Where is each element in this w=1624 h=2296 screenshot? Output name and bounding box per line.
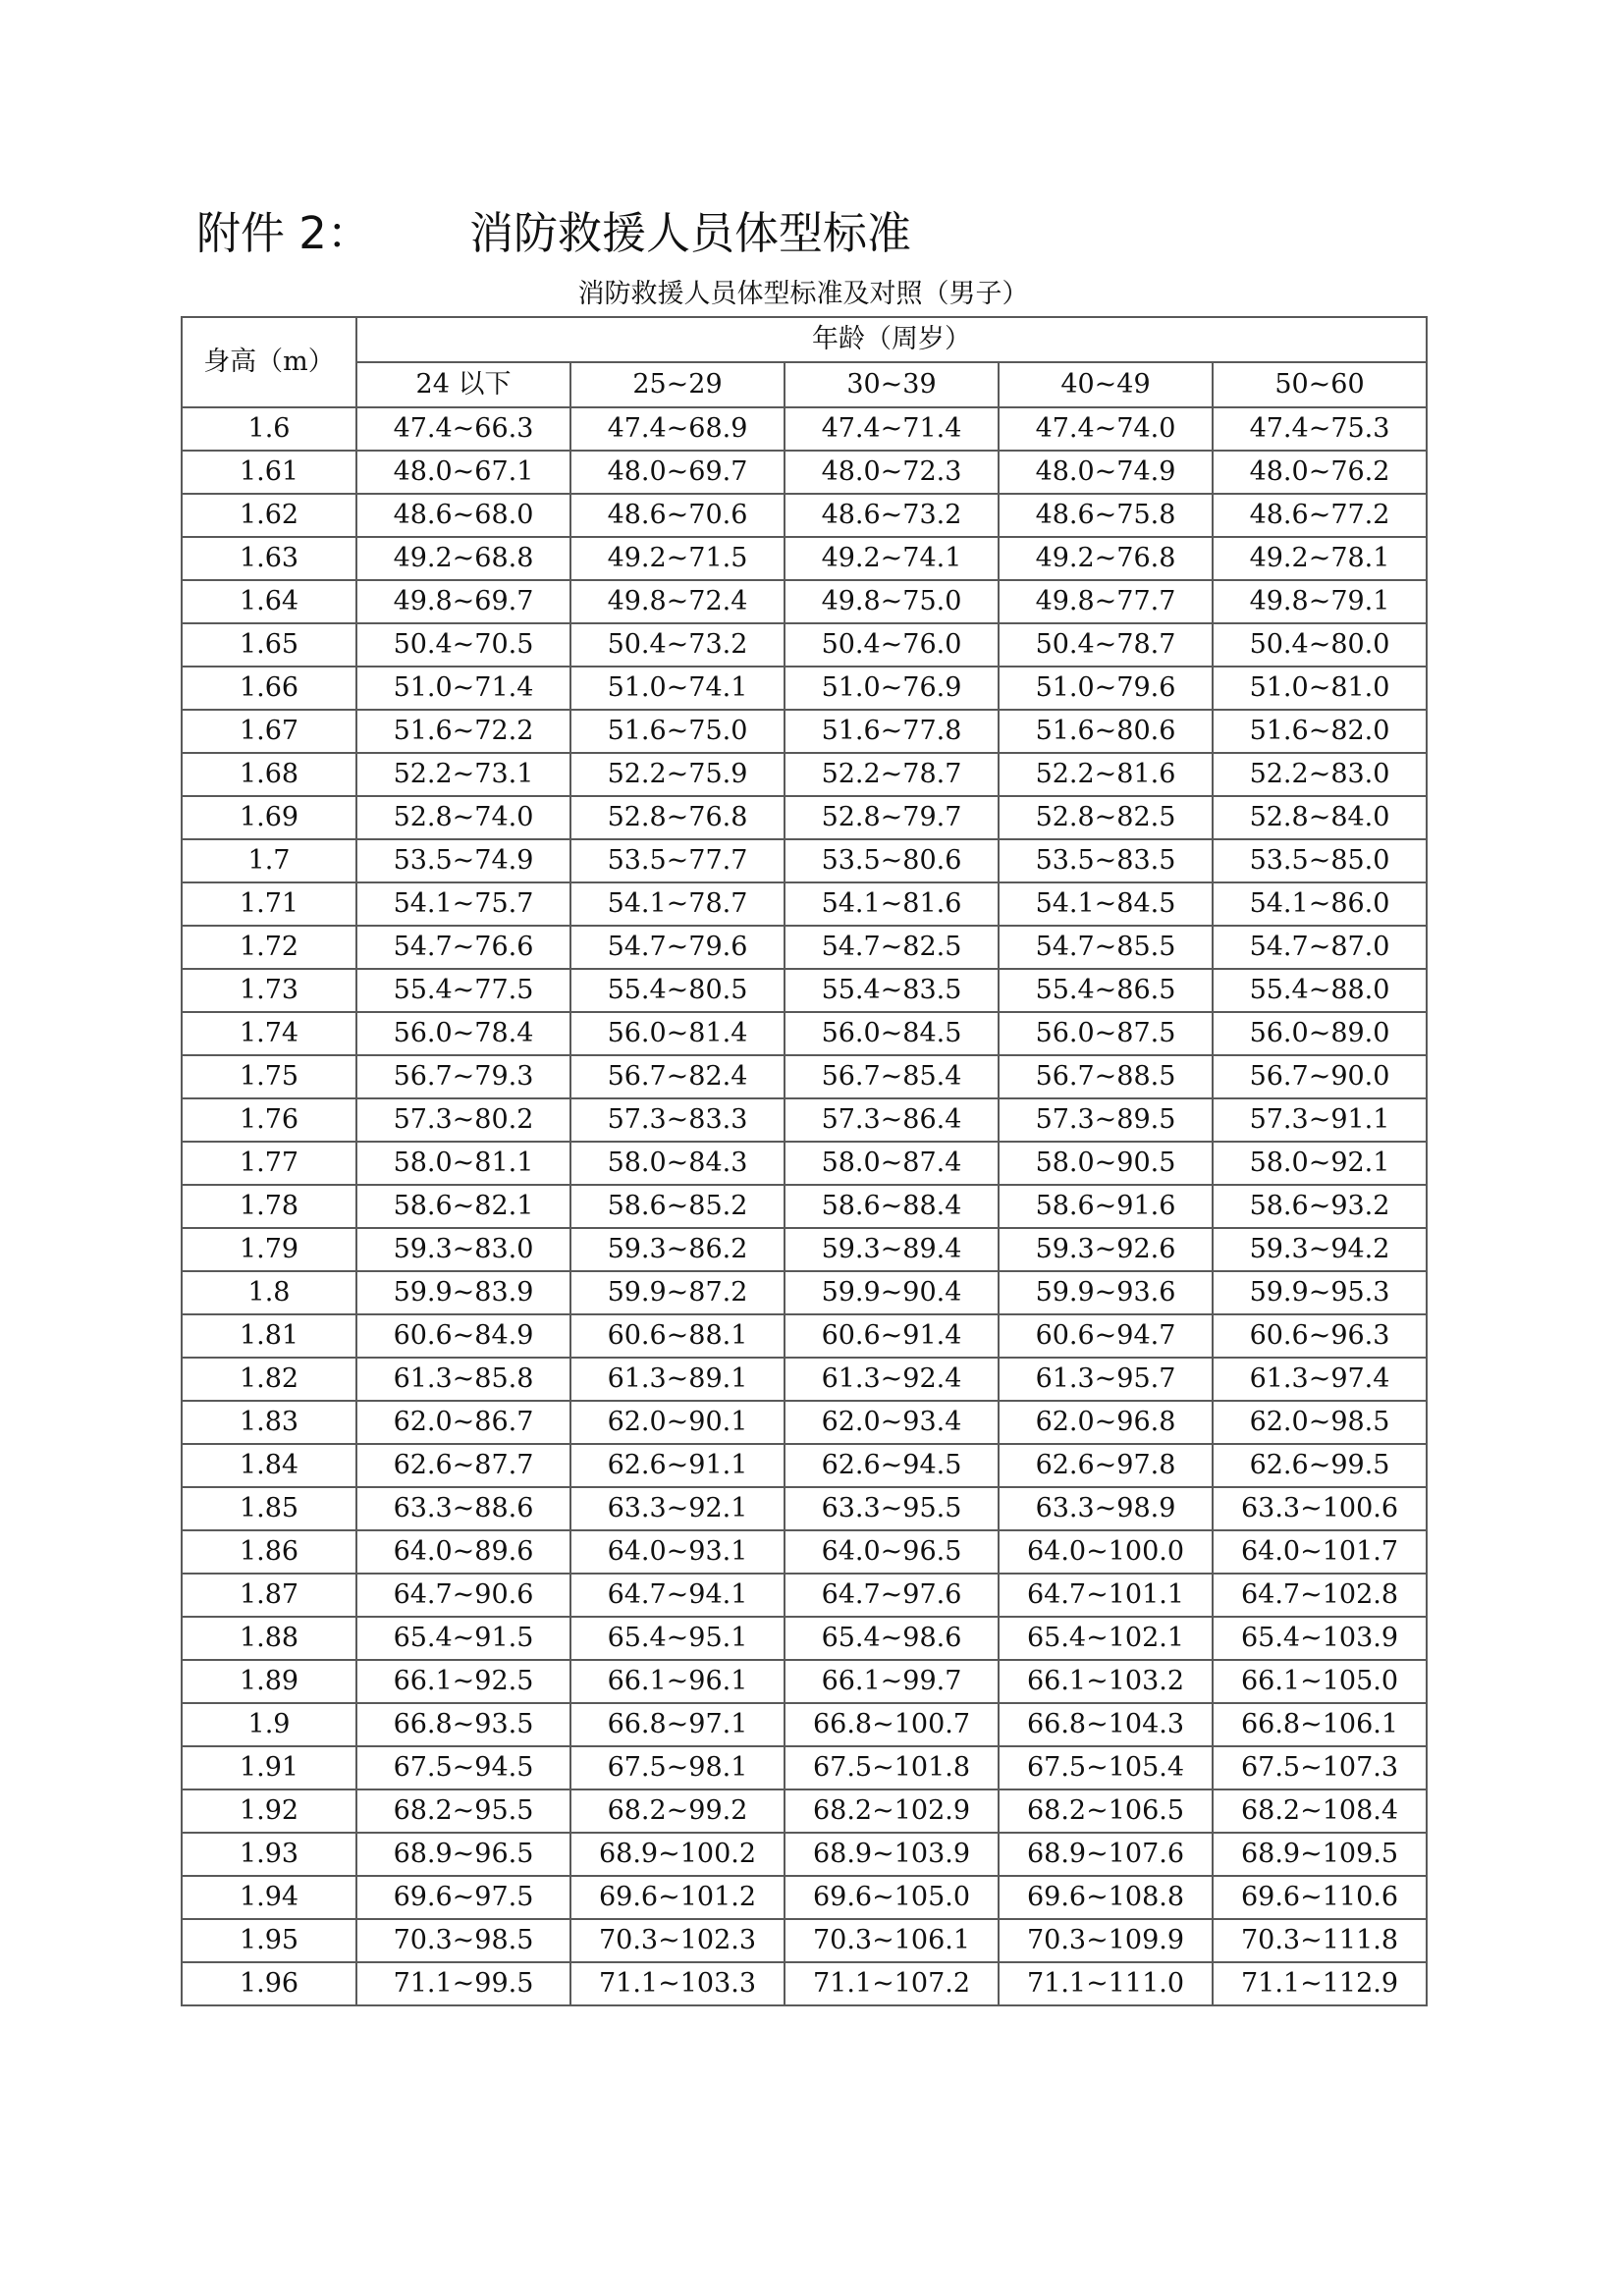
weight-range-cell: 49.2~74.1 bbox=[785, 537, 999, 580]
height-cell: 1.76 bbox=[182, 1098, 356, 1142]
weight-range-cell: 58.6~91.6 bbox=[999, 1185, 1213, 1228]
weight-range-cell: 65.4~98.6 bbox=[785, 1617, 999, 1660]
weight-range-cell: 56.7~79.3 bbox=[356, 1055, 570, 1098]
weight-range-cell: 56.0~89.0 bbox=[1213, 1012, 1427, 1055]
age-column-header: 40~49 bbox=[999, 362, 1213, 407]
weight-range-cell: 68.2~108.4 bbox=[1213, 1789, 1427, 1833]
weight-range-cell: 48.6~73.2 bbox=[785, 494, 999, 537]
weight-range-cell: 52.8~79.7 bbox=[785, 796, 999, 839]
weight-range-cell: 64.0~96.5 bbox=[785, 1530, 999, 1574]
height-cell: 1.72 bbox=[182, 926, 356, 969]
weight-range-cell: 47.4~68.9 bbox=[570, 407, 785, 451]
weight-range-cell: 70.3~102.3 bbox=[570, 1919, 785, 1962]
weight-range-cell: 60.6~94.7 bbox=[999, 1314, 1213, 1358]
height-cell: 1.7 bbox=[182, 839, 356, 882]
table-caption: 消防救援人员体型标准及对照（男子） bbox=[577, 279, 1029, 309]
weight-range-cell: 54.7~82.5 bbox=[785, 926, 999, 969]
table-row bbox=[182, 1444, 1427, 1487]
weight-range-cell: 49.8~69.7 bbox=[356, 580, 570, 623]
weight-range-cell: 63.3~100.6 bbox=[1213, 1487, 1427, 1530]
height-cell: 1.8 bbox=[182, 1271, 356, 1314]
table-row bbox=[182, 882, 1427, 926]
weight-range-cell: 49.8~72.4 bbox=[570, 580, 785, 623]
weight-range-cell: 65.4~102.1 bbox=[999, 1617, 1213, 1660]
weight-range-cell: 64.7~94.1 bbox=[570, 1574, 785, 1617]
weight-range-cell: 59.9~90.4 bbox=[785, 1271, 999, 1314]
weight-range-cell: 65.4~91.5 bbox=[356, 1617, 570, 1660]
weight-range-cell: 54.1~78.7 bbox=[570, 882, 785, 926]
weight-range-cell: 60.6~88.1 bbox=[570, 1314, 785, 1358]
weight-range-cell: 70.3~109.9 bbox=[999, 1919, 1213, 1962]
table-row bbox=[182, 710, 1427, 753]
weight-range-cell: 58.0~87.4 bbox=[785, 1142, 999, 1185]
weight-range-cell: 62.6~97.8 bbox=[999, 1444, 1213, 1487]
age-column-header: 30~39 bbox=[785, 362, 999, 407]
weight-range-cell: 59.9~83.9 bbox=[356, 1271, 570, 1314]
weight-range-cell: 61.3~85.8 bbox=[356, 1358, 570, 1401]
weight-range-cell: 62.6~94.5 bbox=[785, 1444, 999, 1487]
weight-range-cell: 64.7~90.6 bbox=[356, 1574, 570, 1617]
height-cell: 1.63 bbox=[182, 537, 356, 580]
weight-range-cell: 56.7~88.5 bbox=[999, 1055, 1213, 1098]
weight-range-cell: 52.8~74.0 bbox=[356, 796, 570, 839]
weight-range-cell: 58.6~85.2 bbox=[570, 1185, 785, 1228]
weight-range-cell: 68.2~95.5 bbox=[356, 1789, 570, 1833]
weight-range-cell: 52.8~84.0 bbox=[1213, 796, 1427, 839]
weight-range-cell: 56.7~90.0 bbox=[1213, 1055, 1427, 1098]
weight-range-cell: 64.7~101.1 bbox=[999, 1574, 1213, 1617]
weight-range-cell: 69.6~105.0 bbox=[785, 1876, 999, 1919]
weight-range-cell: 48.0~76.2 bbox=[1213, 451, 1427, 494]
weight-range-cell: 53.5~83.5 bbox=[999, 839, 1213, 882]
weight-range-cell: 70.3~106.1 bbox=[785, 1919, 999, 1962]
weight-range-cell: 69.6~108.8 bbox=[999, 1876, 1213, 1919]
height-cell: 1.93 bbox=[182, 1833, 356, 1876]
weight-range-cell: 50.4~78.7 bbox=[999, 623, 1213, 667]
weight-range-cell: 64.0~101.7 bbox=[1213, 1530, 1427, 1574]
weight-range-cell: 65.4~95.1 bbox=[570, 1617, 785, 1660]
weight-range-cell: 48.0~69.7 bbox=[570, 451, 785, 494]
weight-range-cell: 63.3~88.6 bbox=[356, 1487, 570, 1530]
height-cell: 1.64 bbox=[182, 580, 356, 623]
table-row bbox=[182, 537, 1427, 580]
attachment-label: 附件 2： bbox=[196, 207, 371, 259]
weight-range-cell: 51.0~81.0 bbox=[1213, 667, 1427, 710]
height-cell: 1.95 bbox=[182, 1919, 356, 1962]
weight-range-cell: 68.2~102.9 bbox=[785, 1789, 999, 1833]
height-cell: 1.62 bbox=[182, 494, 356, 537]
weight-range-cell: 60.6~84.9 bbox=[356, 1314, 570, 1358]
weight-range-cell: 58.6~93.2 bbox=[1213, 1185, 1427, 1228]
weight-range-cell: 68.2~99.2 bbox=[570, 1789, 785, 1833]
table-row bbox=[182, 1012, 1427, 1055]
weight-range-cell: 55.4~88.0 bbox=[1213, 969, 1427, 1012]
weight-range-cell: 61.3~92.4 bbox=[785, 1358, 999, 1401]
weight-range-cell: 54.7~87.0 bbox=[1213, 926, 1427, 969]
weight-range-cell: 49.8~79.1 bbox=[1213, 580, 1427, 623]
weight-range-cell: 61.3~97.4 bbox=[1213, 1358, 1427, 1401]
weight-range-cell: 58.0~90.5 bbox=[999, 1142, 1213, 1185]
weight-range-cell: 49.2~76.8 bbox=[999, 537, 1213, 580]
weight-range-cell: 52.2~83.0 bbox=[1213, 753, 1427, 796]
weight-range-cell: 56.0~84.5 bbox=[785, 1012, 999, 1055]
weight-range-cell: 71.1~99.5 bbox=[356, 1962, 570, 2005]
height-cell: 1.89 bbox=[182, 1660, 356, 1703]
height-cell: 1.9 bbox=[182, 1703, 356, 1746]
weight-range-cell: 68.9~107.6 bbox=[999, 1833, 1213, 1876]
weight-range-cell: 59.9~95.3 bbox=[1213, 1271, 1427, 1314]
weight-range-cell: 59.3~83.0 bbox=[356, 1228, 570, 1271]
height-cell: 1.71 bbox=[182, 882, 356, 926]
weight-range-cell: 62.0~90.1 bbox=[570, 1401, 785, 1444]
weight-range-cell: 47.4~66.3 bbox=[356, 407, 570, 451]
height-cell: 1.84 bbox=[182, 1444, 356, 1487]
weight-range-cell: 66.1~105.0 bbox=[1213, 1660, 1427, 1703]
height-cell: 1.74 bbox=[182, 1012, 356, 1055]
height-cell: 1.67 bbox=[182, 710, 356, 753]
weight-range-cell: 57.3~83.3 bbox=[570, 1098, 785, 1142]
weight-range-cell: 49.2~78.1 bbox=[1213, 537, 1427, 580]
table-row bbox=[182, 1746, 1427, 1789]
height-cell: 1.87 bbox=[182, 1574, 356, 1617]
table-row bbox=[182, 1185, 1427, 1228]
table-row bbox=[182, 1055, 1427, 1098]
table-row bbox=[182, 1401, 1427, 1444]
table-row bbox=[182, 1487, 1427, 1530]
weight-range-cell: 59.3~89.4 bbox=[785, 1228, 999, 1271]
weight-range-cell: 59.9~87.2 bbox=[570, 1271, 785, 1314]
table-row bbox=[182, 494, 1427, 537]
weight-range-cell: 53.5~77.7 bbox=[570, 839, 785, 882]
weight-range-cell: 64.7~102.8 bbox=[1213, 1574, 1427, 1617]
weight-range-cell: 52.8~82.5 bbox=[999, 796, 1213, 839]
weight-range-cell: 61.3~95.7 bbox=[999, 1358, 1213, 1401]
table-row bbox=[182, 839, 1427, 882]
table-row bbox=[182, 1574, 1427, 1617]
table-row bbox=[182, 753, 1427, 796]
weight-range-cell: 53.5~74.9 bbox=[356, 839, 570, 882]
weight-range-cell: 50.4~80.0 bbox=[1213, 623, 1427, 667]
age-column-header: 24 以下 bbox=[356, 362, 570, 407]
weight-range-cell: 48.6~77.2 bbox=[1213, 494, 1427, 537]
weight-range-cell: 68.9~109.5 bbox=[1213, 1833, 1427, 1876]
weight-range-cell: 49.2~71.5 bbox=[570, 537, 785, 580]
weight-range-cell: 56.7~82.4 bbox=[570, 1055, 785, 1098]
weight-range-cell: 62.6~99.5 bbox=[1213, 1444, 1427, 1487]
height-cell: 1.73 bbox=[182, 969, 356, 1012]
weight-range-cell: 65.4~103.9 bbox=[1213, 1617, 1427, 1660]
table-row bbox=[182, 1962, 1427, 2005]
weight-range-cell: 50.4~76.0 bbox=[785, 623, 999, 667]
height-cell: 1.77 bbox=[182, 1142, 356, 1185]
document-heading bbox=[196, 202, 911, 265]
weight-range-cell: 48.0~72.3 bbox=[785, 451, 999, 494]
weight-range-cell: 69.6~110.6 bbox=[1213, 1876, 1427, 1919]
table-row bbox=[182, 1314, 1427, 1358]
weight-range-cell: 53.5~85.0 bbox=[1213, 839, 1427, 882]
weight-range-cell: 68.9~103.9 bbox=[785, 1833, 999, 1876]
weight-range-cell: 55.4~83.5 bbox=[785, 969, 999, 1012]
table-row bbox=[182, 1789, 1427, 1833]
weight-range-cell: 61.3~89.1 bbox=[570, 1358, 785, 1401]
weight-range-cell: 51.0~76.9 bbox=[785, 667, 999, 710]
weight-range-cell: 67.5~107.3 bbox=[1213, 1746, 1427, 1789]
weight-range-cell: 47.4~74.0 bbox=[999, 407, 1213, 451]
weight-range-cell: 69.6~97.5 bbox=[356, 1876, 570, 1919]
height-cell: 1.86 bbox=[182, 1530, 356, 1574]
weight-range-cell: 51.6~72.2 bbox=[356, 710, 570, 753]
weight-range-cell: 62.6~87.7 bbox=[356, 1444, 570, 1487]
height-cell: 1.61 bbox=[182, 451, 356, 494]
table-row bbox=[182, 796, 1427, 839]
weight-range-cell: 59.9~93.6 bbox=[999, 1271, 1213, 1314]
weight-range-cell: 63.3~98.9 bbox=[999, 1487, 1213, 1530]
height-column-header: 身高（m） bbox=[182, 317, 356, 407]
weight-range-cell: 66.1~92.5 bbox=[356, 1660, 570, 1703]
weight-range-cell: 49.8~77.7 bbox=[999, 580, 1213, 623]
weight-range-cell: 57.3~89.5 bbox=[999, 1098, 1213, 1142]
table-row bbox=[182, 1919, 1427, 1962]
height-cell: 1.91 bbox=[182, 1746, 356, 1789]
height-cell: 1.94 bbox=[182, 1876, 356, 1919]
height-cell: 1.65 bbox=[182, 623, 356, 667]
table-row bbox=[182, 1271, 1427, 1314]
table-row bbox=[182, 623, 1427, 667]
weight-range-cell: 71.1~111.0 bbox=[999, 1962, 1213, 2005]
table-row bbox=[182, 1228, 1427, 1271]
weight-range-cell: 54.7~85.5 bbox=[999, 926, 1213, 969]
height-cell: 1.6 bbox=[182, 407, 356, 451]
weight-range-cell: 64.0~89.6 bbox=[356, 1530, 570, 1574]
weight-range-cell: 59.3~86.2 bbox=[570, 1228, 785, 1271]
height-cell: 1.96 bbox=[182, 1962, 356, 2005]
weight-range-cell: 48.0~74.9 bbox=[999, 451, 1213, 494]
weight-range-cell: 55.4~86.5 bbox=[999, 969, 1213, 1012]
table-row bbox=[182, 1617, 1427, 1660]
weight-range-cell: 48.0~67.1 bbox=[356, 451, 570, 494]
weight-range-cell: 55.4~77.5 bbox=[356, 969, 570, 1012]
weight-range-cell: 52.2~81.6 bbox=[999, 753, 1213, 796]
weight-range-cell: 70.3~111.8 bbox=[1213, 1919, 1427, 1962]
weight-range-cell: 49.8~75.0 bbox=[785, 580, 999, 623]
weight-range-cell: 51.0~74.1 bbox=[570, 667, 785, 710]
weight-range-cell: 56.0~78.4 bbox=[356, 1012, 570, 1055]
weight-range-cell: 54.7~76.6 bbox=[356, 926, 570, 969]
weight-range-cell: 57.3~91.1 bbox=[1213, 1098, 1427, 1142]
weight-range-cell: 51.0~79.6 bbox=[999, 667, 1213, 710]
height-cell: 1.78 bbox=[182, 1185, 356, 1228]
weight-range-cell: 68.9~96.5 bbox=[356, 1833, 570, 1876]
weight-range-cell: 58.6~82.1 bbox=[356, 1185, 570, 1228]
weight-range-cell: 64.0~100.0 bbox=[999, 1530, 1213, 1574]
height-cell: 1.92 bbox=[182, 1789, 356, 1833]
weight-range-cell: 56.7~85.4 bbox=[785, 1055, 999, 1098]
weight-range-cell: 60.6~91.4 bbox=[785, 1314, 999, 1358]
weight-range-cell: 69.6~101.2 bbox=[570, 1876, 785, 1919]
weight-range-cell: 64.7~97.6 bbox=[785, 1574, 999, 1617]
table-row bbox=[182, 1142, 1427, 1185]
weight-range-cell: 51.6~80.6 bbox=[999, 710, 1213, 753]
weight-range-cell: 66.8~104.3 bbox=[999, 1703, 1213, 1746]
weight-range-cell: 67.5~94.5 bbox=[356, 1746, 570, 1789]
document-title: 消防救援人员体型标准 bbox=[469, 207, 912, 259]
weight-range-cell: 49.2~68.8 bbox=[356, 537, 570, 580]
weight-range-cell: 66.1~103.2 bbox=[999, 1660, 1213, 1703]
weight-range-cell: 47.4~71.4 bbox=[785, 407, 999, 451]
weight-range-cell: 57.3~86.4 bbox=[785, 1098, 999, 1142]
weight-range-cell: 62.0~86.7 bbox=[356, 1401, 570, 1444]
age-group-header: 年龄（周岁） bbox=[356, 317, 1427, 362]
weight-range-cell: 48.6~68.0 bbox=[356, 494, 570, 537]
weight-range-cell: 50.4~73.2 bbox=[570, 623, 785, 667]
weight-range-cell: 54.1~75.7 bbox=[356, 882, 570, 926]
weight-range-cell: 66.1~96.1 bbox=[570, 1660, 785, 1703]
table-row bbox=[182, 1660, 1427, 1703]
weight-range-cell: 52.8~76.8 bbox=[570, 796, 785, 839]
table-row bbox=[182, 451, 1427, 494]
weight-range-cell: 55.4~80.5 bbox=[570, 969, 785, 1012]
weight-range-cell: 51.6~75.0 bbox=[570, 710, 785, 753]
age-column-header: 50~60 bbox=[1213, 362, 1427, 407]
height-cell: 1.85 bbox=[182, 1487, 356, 1530]
weight-range-cell: 52.2~75.9 bbox=[570, 753, 785, 796]
height-cell: 1.66 bbox=[182, 667, 356, 710]
weight-range-cell: 64.0~93.1 bbox=[570, 1530, 785, 1574]
age-column-header: 25~29 bbox=[570, 362, 785, 407]
weight-range-cell: 58.0~92.1 bbox=[1213, 1142, 1427, 1185]
height-cell: 1.75 bbox=[182, 1055, 356, 1098]
weight-range-cell: 62.0~93.4 bbox=[785, 1401, 999, 1444]
weight-range-cell: 48.6~75.8 bbox=[999, 494, 1213, 537]
weight-range-cell: 63.3~95.5 bbox=[785, 1487, 999, 1530]
weight-range-cell: 62.6~91.1 bbox=[570, 1444, 785, 1487]
weight-range-cell: 66.1~99.7 bbox=[785, 1660, 999, 1703]
weight-range-cell: 54.1~81.6 bbox=[785, 882, 999, 926]
weight-range-cell: 67.5~98.1 bbox=[570, 1746, 785, 1789]
weight-range-cell: 47.4~75.3 bbox=[1213, 407, 1427, 451]
table-row bbox=[182, 926, 1427, 969]
table-row bbox=[182, 1703, 1427, 1746]
weight-range-cell: 59.3~92.6 bbox=[999, 1228, 1213, 1271]
height-cell: 1.88 bbox=[182, 1617, 356, 1660]
table-row bbox=[182, 580, 1427, 623]
weight-range-cell: 56.0~87.5 bbox=[999, 1012, 1213, 1055]
height-cell: 1.69 bbox=[182, 796, 356, 839]
weight-range-cell: 51.0~71.4 bbox=[356, 667, 570, 710]
body-standard-table bbox=[181, 316, 1428, 2006]
weight-range-cell: 66.8~97.1 bbox=[570, 1703, 785, 1746]
weight-range-cell: 54.7~79.6 bbox=[570, 926, 785, 969]
weight-range-cell: 58.0~84.3 bbox=[570, 1142, 785, 1185]
weight-range-cell: 71.1~107.2 bbox=[785, 1962, 999, 2005]
weight-range-cell: 71.1~112.9 bbox=[1213, 1962, 1427, 2005]
weight-range-cell: 56.0~81.4 bbox=[570, 1012, 785, 1055]
weight-range-cell: 60.6~96.3 bbox=[1213, 1314, 1427, 1358]
weight-range-cell: 57.3~80.2 bbox=[356, 1098, 570, 1142]
table-row bbox=[182, 969, 1427, 1012]
table-row bbox=[182, 1833, 1427, 1876]
weight-range-cell: 63.3~92.1 bbox=[570, 1487, 785, 1530]
height-cell: 1.81 bbox=[182, 1314, 356, 1358]
weight-range-cell: 51.6~77.8 bbox=[785, 710, 999, 753]
weight-range-cell: 51.6~82.0 bbox=[1213, 710, 1427, 753]
weight-range-cell: 58.6~88.4 bbox=[785, 1185, 999, 1228]
table-row bbox=[182, 1876, 1427, 1919]
table-row bbox=[182, 407, 1427, 451]
weight-range-cell: 62.0~96.8 bbox=[999, 1401, 1213, 1444]
height-cell: 1.79 bbox=[182, 1228, 356, 1271]
weight-range-cell: 68.2~106.5 bbox=[999, 1789, 1213, 1833]
table-row bbox=[182, 1530, 1427, 1574]
weight-range-cell: 54.1~86.0 bbox=[1213, 882, 1427, 926]
table-row bbox=[182, 667, 1427, 710]
weight-range-cell: 48.6~70.6 bbox=[570, 494, 785, 537]
weight-range-cell: 66.8~93.5 bbox=[356, 1703, 570, 1746]
weight-range-cell: 68.9~100.2 bbox=[570, 1833, 785, 1876]
weight-range-cell: 50.4~70.5 bbox=[356, 623, 570, 667]
weight-range-cell: 52.2~73.1 bbox=[356, 753, 570, 796]
weight-range-cell: 70.3~98.5 bbox=[356, 1919, 570, 1962]
weight-range-cell: 52.2~78.7 bbox=[785, 753, 999, 796]
table-row bbox=[182, 1358, 1427, 1401]
table-body bbox=[182, 407, 1427, 2005]
table-header bbox=[182, 317, 1427, 407]
weight-range-cell: 67.5~105.4 bbox=[999, 1746, 1213, 1789]
weight-range-cell: 59.3~94.2 bbox=[1213, 1228, 1427, 1271]
weight-range-cell: 54.1~84.5 bbox=[999, 882, 1213, 926]
weight-range-cell: 53.5~80.6 bbox=[785, 839, 999, 882]
weight-range-cell: 66.8~106.1 bbox=[1213, 1703, 1427, 1746]
weight-range-cell: 58.0~81.1 bbox=[356, 1142, 570, 1185]
table-row bbox=[182, 1098, 1427, 1142]
weight-range-cell: 67.5~101.8 bbox=[785, 1746, 999, 1789]
weight-range-cell: 71.1~103.3 bbox=[570, 1962, 785, 2005]
height-cell: 1.68 bbox=[182, 753, 356, 796]
weight-range-cell: 66.8~100.7 bbox=[785, 1703, 999, 1746]
weight-range-cell: 62.0~98.5 bbox=[1213, 1401, 1427, 1444]
height-cell: 1.82 bbox=[182, 1358, 356, 1401]
height-cell: 1.83 bbox=[182, 1401, 356, 1444]
